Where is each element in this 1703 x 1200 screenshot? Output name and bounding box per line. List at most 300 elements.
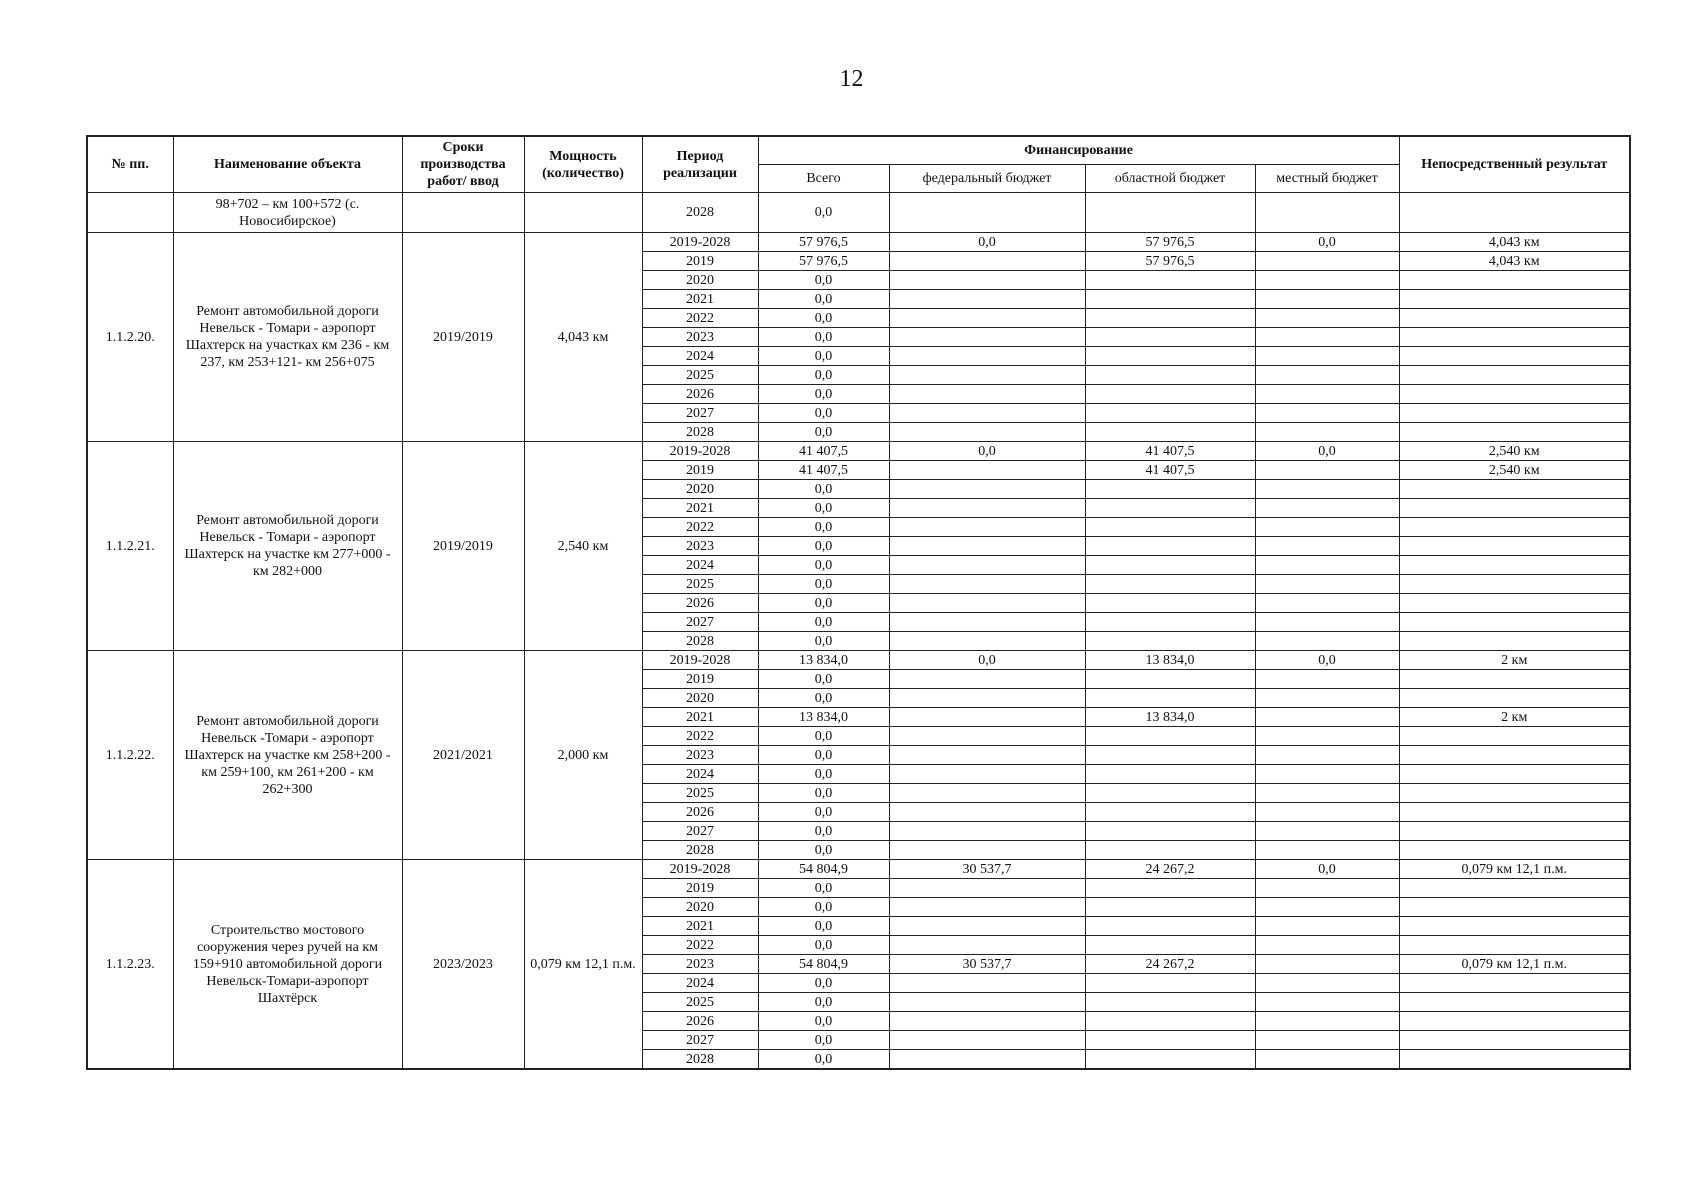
regional-cell	[1085, 575, 1255, 594]
period-cell: 2025	[642, 366, 758, 385]
result-cell	[1399, 917, 1630, 936]
period-cell: 2025	[642, 575, 758, 594]
local-cell	[1255, 708, 1399, 727]
regional-cell	[1085, 898, 1255, 917]
result-cell: 0,079 км 12,1 п.м.	[1399, 955, 1630, 974]
regional-cell	[1085, 613, 1255, 632]
local-cell	[1255, 1031, 1399, 1050]
regional-cell	[1085, 670, 1255, 689]
local-cell: 0,0	[1255, 860, 1399, 879]
header-federal: федеральный бюджет	[889, 165, 1085, 193]
result-cell: 4,043 км	[1399, 233, 1630, 252]
regional-cell	[1085, 689, 1255, 708]
regional-cell	[1085, 480, 1255, 499]
result-cell	[1399, 613, 1630, 632]
regional-cell	[1085, 366, 1255, 385]
total-cell: 0,0	[758, 499, 889, 518]
header-local: местный бюджет	[1255, 165, 1399, 193]
regional-cell: 57 976,5	[1085, 233, 1255, 252]
federal-cell	[889, 556, 1085, 575]
federal-cell	[889, 898, 1085, 917]
regional-cell	[1085, 803, 1255, 822]
regional-cell: 13 834,0	[1085, 708, 1255, 727]
federal-cell	[889, 404, 1085, 423]
continuation-row	[87, 193, 1630, 233]
object-name: Ремонт автомобильной дороги Невельск - Томари - аэропорт Шахтерск на участках км 236 - км 237, км 253+121- км 256+075	[173, 233, 402, 442]
local-cell	[1255, 556, 1399, 575]
result-cell	[1399, 404, 1630, 423]
local-cell	[1255, 955, 1399, 974]
period-cell: 2028	[642, 1050, 758, 1070]
object-terms: 2021/2021	[402, 651, 524, 860]
continuation-period: 2028	[642, 193, 758, 233]
result-cell	[1399, 689, 1630, 708]
total-cell: 0,0	[758, 879, 889, 898]
federal-cell: 0,0	[889, 651, 1085, 670]
federal-cell	[889, 803, 1085, 822]
federal-cell	[889, 328, 1085, 347]
total-cell: 0,0	[758, 613, 889, 632]
total-cell: 0,0	[758, 993, 889, 1012]
total-cell: 54 804,9	[758, 860, 889, 879]
period-cell: 2021	[642, 708, 758, 727]
period-cell: 2023	[642, 328, 758, 347]
continuation-terms	[402, 193, 524, 233]
result-cell	[1399, 499, 1630, 518]
header-period: Период реализации	[642, 136, 758, 193]
object-terms: 2019/2019	[402, 233, 524, 442]
regional-cell	[1085, 822, 1255, 841]
object-name: Ремонт автомобильной дороги Невельск - Томари - аэропорт Шахтерск на участке км 277+000 - км 282+000	[173, 442, 402, 651]
local-cell	[1255, 632, 1399, 651]
header-row-1	[87, 136, 1630, 165]
federal-cell	[889, 385, 1085, 404]
period-cell: 2020	[642, 689, 758, 708]
federal-cell	[889, 841, 1085, 860]
local-cell	[1255, 290, 1399, 309]
result-cell	[1399, 518, 1630, 537]
local-cell	[1255, 271, 1399, 290]
period-cell: 2025	[642, 993, 758, 1012]
total-cell: 0,0	[758, 803, 889, 822]
result-cell	[1399, 537, 1630, 556]
object-capacity: 2,540 км	[524, 442, 642, 651]
federal-cell	[889, 879, 1085, 898]
regional-cell	[1085, 746, 1255, 765]
period-cell: 2027	[642, 613, 758, 632]
local-cell	[1255, 518, 1399, 537]
local-cell	[1255, 898, 1399, 917]
total-cell: 0,0	[758, 727, 889, 746]
total-cell: 0,0	[758, 518, 889, 537]
result-cell	[1399, 974, 1630, 993]
total-cell: 0,0	[758, 537, 889, 556]
regional-cell	[1085, 936, 1255, 955]
federal-cell	[889, 936, 1085, 955]
header-financing: Финансирование	[758, 136, 1399, 165]
period-cell: 2024	[642, 974, 758, 993]
regional-cell	[1085, 328, 1255, 347]
header-no: № пп.	[87, 136, 173, 193]
regional-cell	[1085, 974, 1255, 993]
total-cell: 57 976,5	[758, 233, 889, 252]
period-cell: 2019-2028	[642, 860, 758, 879]
total-cell: 0,0	[758, 784, 889, 803]
local-cell	[1255, 670, 1399, 689]
total-cell: 0,0	[758, 670, 889, 689]
total-cell: 41 407,5	[758, 461, 889, 480]
regional-cell	[1085, 556, 1255, 575]
object-number: 1.1.2.21.	[87, 442, 173, 651]
regional-cell	[1085, 290, 1255, 309]
regional-cell: 57 976,5	[1085, 252, 1255, 271]
continuation-local	[1255, 193, 1399, 233]
regional-cell	[1085, 385, 1255, 404]
period-cell: 2026	[642, 385, 758, 404]
result-cell	[1399, 423, 1630, 442]
period-cell: 2020	[642, 898, 758, 917]
regional-cell: 41 407,5	[1085, 461, 1255, 480]
local-cell	[1255, 537, 1399, 556]
regional-cell	[1085, 917, 1255, 936]
total-cell: 0,0	[758, 594, 889, 613]
total-cell: 0,0	[758, 765, 889, 784]
federal-cell	[889, 974, 1085, 993]
period-cell: 2025	[642, 784, 758, 803]
federal-cell	[889, 689, 1085, 708]
federal-cell	[889, 993, 1085, 1012]
federal-cell	[889, 347, 1085, 366]
table-row	[87, 233, 1630, 252]
result-cell	[1399, 803, 1630, 822]
period-cell: 2023	[642, 955, 758, 974]
total-cell: 0,0	[758, 480, 889, 499]
period-cell: 2026	[642, 1012, 758, 1031]
period-cell: 2027	[642, 404, 758, 423]
total-cell: 0,0	[758, 328, 889, 347]
local-cell	[1255, 328, 1399, 347]
federal-cell	[889, 613, 1085, 632]
total-cell: 0,0	[758, 632, 889, 651]
total-cell: 0,0	[758, 366, 889, 385]
total-cell: 0,0	[758, 917, 889, 936]
financing-table	[86, 135, 1631, 1070]
regional-cell	[1085, 537, 1255, 556]
result-cell	[1399, 347, 1630, 366]
period-cell: 2028	[642, 841, 758, 860]
object-name: Ремонт автомобильной дороги Невельск -Томари - аэропорт Шахтерск на участке км 258+200 - км 259+100, км 261+200 - км 262+300	[173, 651, 402, 860]
result-cell: 2,540 км	[1399, 442, 1630, 461]
total-cell: 0,0	[758, 385, 889, 404]
continuation-federal	[889, 193, 1085, 233]
total-cell: 0,0	[758, 556, 889, 575]
result-cell	[1399, 632, 1630, 651]
federal-cell	[889, 461, 1085, 480]
regional-cell	[1085, 841, 1255, 860]
total-cell: 0,0	[758, 1012, 889, 1031]
local-cell	[1255, 822, 1399, 841]
period-cell: 2022	[642, 727, 758, 746]
federal-cell	[889, 708, 1085, 727]
local-cell	[1255, 841, 1399, 860]
period-cell: 2022	[642, 518, 758, 537]
result-cell	[1399, 1031, 1630, 1050]
result-cell	[1399, 936, 1630, 955]
federal-cell	[889, 518, 1085, 537]
result-cell: 2 км	[1399, 708, 1630, 727]
local-cell	[1255, 385, 1399, 404]
federal-cell: 30 537,7	[889, 860, 1085, 879]
regional-cell: 24 267,2	[1085, 860, 1255, 879]
local-cell	[1255, 404, 1399, 423]
result-cell: 2,540 км	[1399, 461, 1630, 480]
federal-cell	[889, 290, 1085, 309]
regional-cell	[1085, 993, 1255, 1012]
federal-cell: 30 537,7	[889, 955, 1085, 974]
period-cell: 2024	[642, 347, 758, 366]
total-cell: 0,0	[758, 841, 889, 860]
result-cell	[1399, 993, 1630, 1012]
result-cell: 0,079 км 12,1 п.м.	[1399, 860, 1630, 879]
page-number: 12	[839, 66, 864, 92]
table-row	[87, 442, 1630, 461]
result-cell	[1399, 594, 1630, 613]
object-terms: 2019/2019	[402, 442, 524, 651]
federal-cell: 0,0	[889, 233, 1085, 252]
federal-cell	[889, 252, 1085, 271]
continuation-no	[87, 193, 173, 233]
period-cell: 2024	[642, 556, 758, 575]
local-cell	[1255, 936, 1399, 955]
local-cell: 0,0	[1255, 442, 1399, 461]
regional-cell	[1085, 309, 1255, 328]
federal-cell	[889, 1050, 1085, 1070]
regional-cell	[1085, 1012, 1255, 1031]
period-cell: 2027	[642, 822, 758, 841]
regional-cell	[1085, 423, 1255, 442]
period-cell: 2022	[642, 936, 758, 955]
result-cell	[1399, 727, 1630, 746]
result-cell	[1399, 309, 1630, 328]
regional-cell: 41 407,5	[1085, 442, 1255, 461]
result-cell	[1399, 670, 1630, 689]
result-cell	[1399, 385, 1630, 404]
period-cell: 2019	[642, 670, 758, 689]
federal-cell	[889, 765, 1085, 784]
period-cell: 2020	[642, 480, 758, 499]
object-terms: 2023/2023	[402, 860, 524, 1070]
continuation-regional	[1085, 193, 1255, 233]
local-cell	[1255, 974, 1399, 993]
period-cell: 2019	[642, 461, 758, 480]
result-cell	[1399, 765, 1630, 784]
result-cell	[1399, 480, 1630, 499]
federal-cell	[889, 822, 1085, 841]
total-cell: 41 407,5	[758, 442, 889, 461]
object-capacity: 2,000 км	[524, 651, 642, 860]
local-cell	[1255, 461, 1399, 480]
period-cell: 2023	[642, 537, 758, 556]
result-cell: 4,043 км	[1399, 252, 1630, 271]
table-row	[87, 860, 1630, 879]
local-cell	[1255, 347, 1399, 366]
header-total: Всего	[758, 165, 889, 193]
total-cell: 13 834,0	[758, 651, 889, 670]
continuation-total: 0,0	[758, 193, 889, 233]
result-cell	[1399, 366, 1630, 385]
regional-cell	[1085, 347, 1255, 366]
object-number: 1.1.2.23.	[87, 860, 173, 1070]
federal-cell	[889, 917, 1085, 936]
header-name: Наименование объекта	[173, 136, 402, 193]
regional-cell	[1085, 499, 1255, 518]
result-cell	[1399, 556, 1630, 575]
federal-cell	[889, 1012, 1085, 1031]
continuation-name: 98+702 – км 100+572 (с. Новосибирское)	[173, 193, 402, 233]
local-cell	[1255, 613, 1399, 632]
total-cell: 0,0	[758, 1031, 889, 1050]
local-cell	[1255, 993, 1399, 1012]
federal-cell	[889, 594, 1085, 613]
table-body	[87, 193, 1630, 1070]
local-cell	[1255, 765, 1399, 784]
object-number: 1.1.2.22.	[87, 651, 173, 860]
object-name: Строительство мостового сооружения через ручей на км 159+910 автомобильной дороги Невельск-Томари-аэропорт Шахтёрск	[173, 860, 402, 1070]
header-terms: Сроки производства работ/ ввод	[402, 136, 524, 193]
period-cell: 2020	[642, 271, 758, 290]
total-cell: 0,0	[758, 689, 889, 708]
result-cell	[1399, 841, 1630, 860]
header-regional: областной бюджет	[1085, 165, 1255, 193]
table-row	[87, 651, 1630, 670]
local-cell	[1255, 499, 1399, 518]
total-cell: 0,0	[758, 936, 889, 955]
federal-cell	[889, 480, 1085, 499]
local-cell: 0,0	[1255, 651, 1399, 670]
regional-cell	[1085, 632, 1255, 651]
period-cell: 2028	[642, 423, 758, 442]
local-cell	[1255, 1012, 1399, 1031]
period-cell: 2022	[642, 309, 758, 328]
total-cell: 0,0	[758, 898, 889, 917]
local-cell	[1255, 309, 1399, 328]
period-cell: 2026	[642, 803, 758, 822]
total-cell: 13 834,0	[758, 708, 889, 727]
object-capacity: 4,043 км	[524, 233, 642, 442]
regional-cell	[1085, 518, 1255, 537]
continuation-result	[1399, 193, 1630, 233]
period-cell: 2021	[642, 499, 758, 518]
regional-cell	[1085, 1031, 1255, 1050]
federal-cell	[889, 537, 1085, 556]
local-cell	[1255, 803, 1399, 822]
period-cell: 2021	[642, 290, 758, 309]
federal-cell	[889, 499, 1085, 518]
total-cell: 0,0	[758, 746, 889, 765]
total-cell: 54 804,9	[758, 955, 889, 974]
period-cell: 2019-2028	[642, 233, 758, 252]
federal-cell	[889, 784, 1085, 803]
federal-cell	[889, 670, 1085, 689]
object-capacity: 0,079 км 12,1 п.м.	[524, 860, 642, 1070]
federal-cell	[889, 746, 1085, 765]
total-cell: 0,0	[758, 309, 889, 328]
total-cell: 0,0	[758, 271, 889, 290]
object-number: 1.1.2.20.	[87, 233, 173, 442]
header-result: Непосредственный результат	[1399, 136, 1630, 193]
period-cell: 2028	[642, 632, 758, 651]
result-cell	[1399, 271, 1630, 290]
period-cell: 2026	[642, 594, 758, 613]
regional-cell: 13 834,0	[1085, 651, 1255, 670]
local-cell	[1255, 423, 1399, 442]
header-capacity: Мощность (количество)	[524, 136, 642, 193]
local-cell	[1255, 689, 1399, 708]
local-cell	[1255, 252, 1399, 271]
result-cell	[1399, 898, 1630, 917]
federal-cell: 0,0	[889, 442, 1085, 461]
result-cell	[1399, 784, 1630, 803]
local-cell	[1255, 480, 1399, 499]
result-cell: 2 км	[1399, 651, 1630, 670]
local-cell	[1255, 366, 1399, 385]
federal-cell	[889, 575, 1085, 594]
local-cell	[1255, 1050, 1399, 1070]
total-cell: 0,0	[758, 575, 889, 594]
regional-cell: 24 267,2	[1085, 955, 1255, 974]
period-cell: 2021	[642, 917, 758, 936]
local-cell	[1255, 879, 1399, 898]
local-cell	[1255, 727, 1399, 746]
local-cell	[1255, 746, 1399, 765]
result-cell	[1399, 1012, 1630, 1031]
result-cell	[1399, 1050, 1630, 1070]
regional-cell	[1085, 784, 1255, 803]
continuation-capacity	[524, 193, 642, 233]
federal-cell	[889, 727, 1085, 746]
total-cell: 57 976,5	[758, 252, 889, 271]
federal-cell	[889, 309, 1085, 328]
federal-cell	[889, 423, 1085, 442]
regional-cell	[1085, 727, 1255, 746]
period-cell: 2027	[642, 1031, 758, 1050]
total-cell: 0,0	[758, 290, 889, 309]
total-cell: 0,0	[758, 822, 889, 841]
local-cell	[1255, 784, 1399, 803]
local-cell: 0,0	[1255, 233, 1399, 252]
federal-cell	[889, 632, 1085, 651]
total-cell: 0,0	[758, 347, 889, 366]
regional-cell	[1085, 271, 1255, 290]
period-cell: 2019	[642, 252, 758, 271]
period-cell: 2023	[642, 746, 758, 765]
total-cell: 0,0	[758, 974, 889, 993]
regional-cell	[1085, 594, 1255, 613]
total-cell: 0,0	[758, 404, 889, 423]
result-cell	[1399, 575, 1630, 594]
federal-cell	[889, 271, 1085, 290]
federal-cell	[889, 366, 1085, 385]
local-cell	[1255, 917, 1399, 936]
result-cell	[1399, 290, 1630, 309]
local-cell	[1255, 594, 1399, 613]
regional-cell	[1085, 879, 1255, 898]
result-cell	[1399, 746, 1630, 765]
result-cell	[1399, 879, 1630, 898]
period-cell: 2019-2028	[642, 651, 758, 670]
result-cell	[1399, 822, 1630, 841]
period-cell: 2024	[642, 765, 758, 784]
